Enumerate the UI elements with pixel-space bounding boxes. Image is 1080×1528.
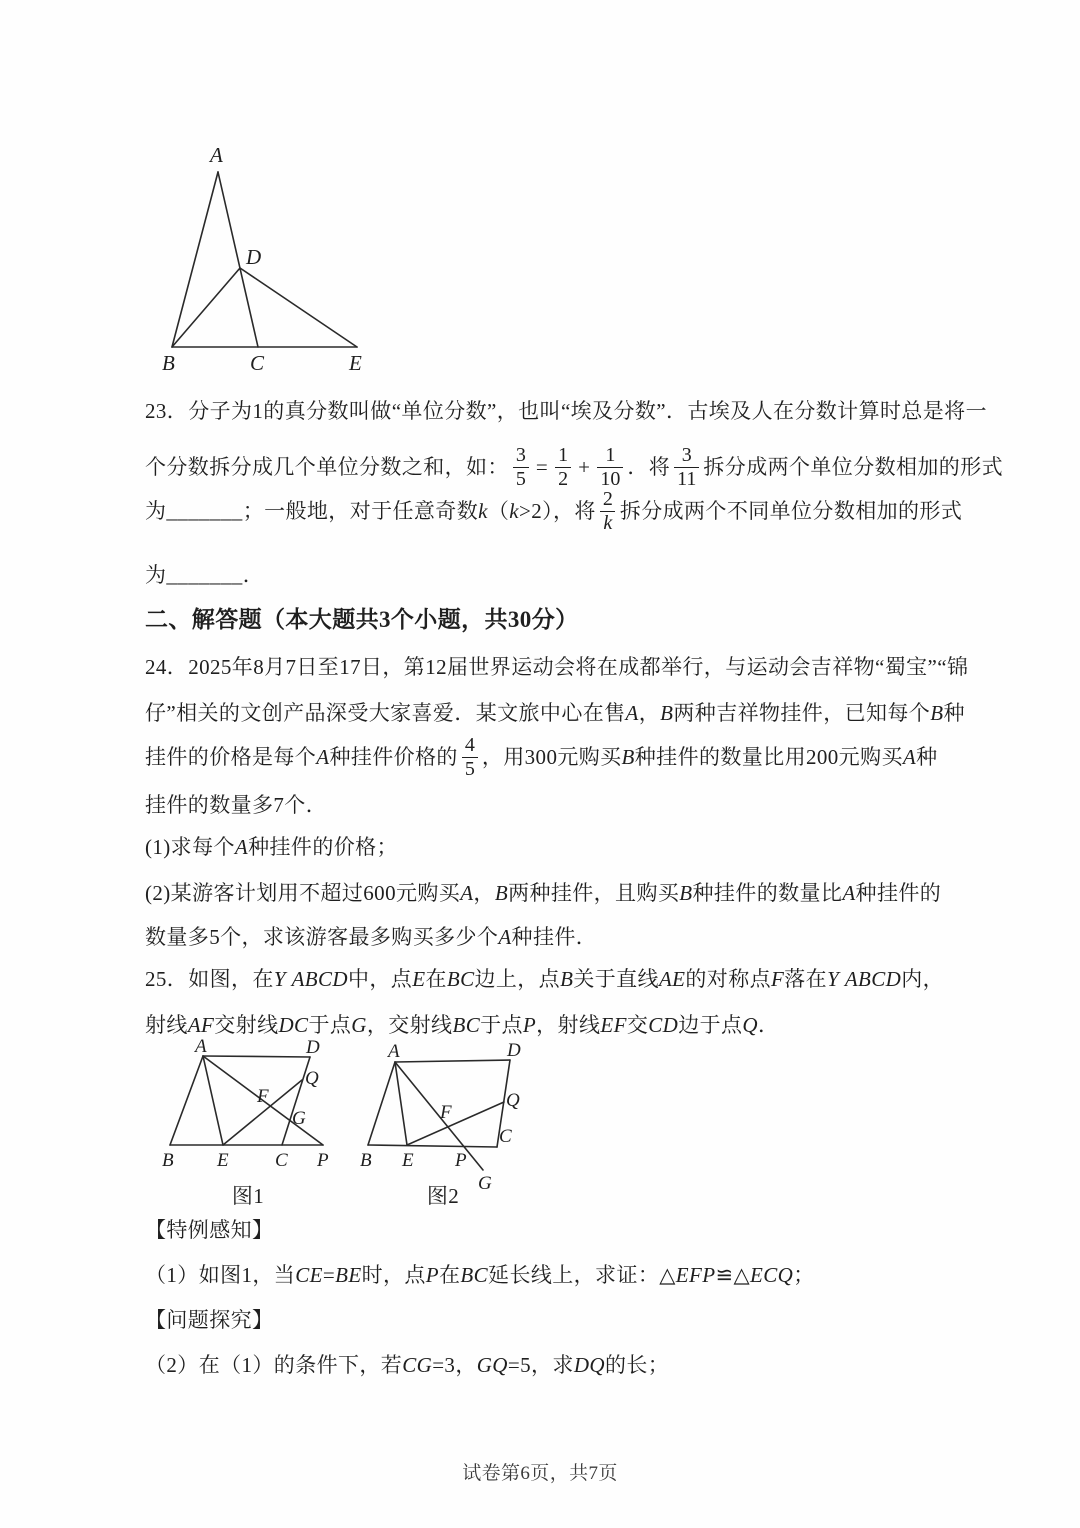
- fig2-label-p: P: [455, 1150, 467, 1171]
- fig2-caption: 图2: [426, 1184, 460, 1208]
- fraction-1-10: $\frac{1}{10}$: [597, 444, 623, 490]
- text-segment: 挂件的价格是每个A种挂件价格的: [145, 745, 458, 769]
- figure-triangle: [155, 138, 395, 383]
- triangle-label-d: D: [246, 245, 262, 269]
- fig2-label-e: E: [402, 1150, 414, 1171]
- text-segment: 个分数拆分成几个单位分数之和，如：: [145, 455, 509, 479]
- q24-line1: 24．2025年8月7日至17日，第12届世界运动会将在成都举行，与运动会吉祥物“蜀宝”“锦: [145, 655, 969, 679]
- q25-line1: 25．如图，在Y ABCD中，点E在BC边上，点B关于直线AE的对称点F落在Y ABCD内，: [145, 967, 945, 991]
- text-segment: ，用300元购买B种挂件的数量比用200元购买A种: [481, 745, 938, 769]
- q23-line1: 23．分子为1的真分数叫做“单位分数”，也叫“埃及分数”．古埃及人在分数计算时总是将一: [145, 399, 987, 423]
- q25-part2: （2）在（1）的条件下，若CG=3，GQ=5，求DQ的长；: [145, 1353, 670, 1377]
- fig1-label-c: C: [275, 1150, 288, 1171]
- q25-explore-header: 【问题探究】: [145, 1308, 274, 1332]
- triangle-label-b: B: [162, 351, 175, 375]
- fig1-label-e: E: [217, 1150, 229, 1171]
- fraction-3-11: $\frac{3}{11}$: [674, 444, 699, 490]
- fraction-4-5: $\frac{4}{5}$: [462, 734, 478, 780]
- fig2-label-a: A: [388, 1041, 400, 1062]
- q24-line3: [145, 728, 945, 786]
- fig1-label-p: P: [317, 1150, 329, 1171]
- triangle-label-c: C: [250, 351, 265, 375]
- fraction-2-k: $\frac{2}{k}$: [600, 488, 616, 534]
- fig1-label-d: D: [306, 1037, 320, 1058]
- fig1-label-a: A: [195, 1036, 207, 1057]
- fig1-label-f: F: [257, 1086, 269, 1107]
- fraction-1-2: $\frac{1}{2}$: [555, 444, 571, 490]
- q25-part1: （1）如图1，当CE=BE时，点P在BC延长线上，求证：△EFP≌△ECQ；: [145, 1263, 815, 1287]
- q25-special-header: 【特例感知】: [145, 1218, 274, 1242]
- fig1-label-g: G: [292, 1108, 306, 1129]
- section-2-header: 二、解答题（本大题共3个小题，共30分）: [145, 607, 579, 632]
- triangle-label-a: A: [210, 143, 223, 167]
- fig1-caption: 图1: [231, 1184, 265, 1208]
- plus-sign: +: [578, 455, 591, 479]
- text-segment: ．将: [627, 455, 671, 479]
- text-segment: 拆分成两个单位分数相加的形式: [703, 455, 1003, 479]
- q24-part2-line2: 数量多5个，求该游客最多购买多少个A种挂件．: [145, 925, 598, 949]
- figure-25-1: [158, 1036, 338, 1180]
- fig2-label-d: D: [507, 1040, 521, 1061]
- fig2-label-c: C: [499, 1126, 512, 1147]
- fig2-label-q: Q: [506, 1090, 520, 1111]
- equals-sign: =: [535, 455, 549, 479]
- fig2-label-b: B: [360, 1150, 372, 1171]
- fig1-label-b: B: [162, 1150, 174, 1171]
- figure-25-2: [358, 1040, 528, 1195]
- q24-part2-line1: (2)某游客计划用不超过600元购买A，B两种挂件，且购买B种挂件的数量比A种挂件的: [145, 881, 942, 905]
- q24-line2: 仔”相关的文创产品深受大家喜爱．某文旅中心在售A，B两种吉祥物挂件，已知每个B种: [145, 701, 965, 725]
- fig1-label-q: Q: [305, 1068, 319, 1089]
- q23-line4: 为_______．: [145, 563, 265, 587]
- fraction-3-5: $\frac{3}{5}$: [513, 444, 529, 490]
- page-footer: 试卷第6页，共7页: [462, 1463, 618, 1484]
- q25-line2: 射线AF交射线DC于点G，交射线BC于点P，射线EF交CD边于点Q．: [145, 1013, 780, 1037]
- fig2-label-g: G: [478, 1173, 492, 1194]
- q24-part1: (1)求每个A种挂件的价格；: [145, 835, 398, 859]
- text-segment: 为_______；一般地，对于任意奇数k（k>2），将: [145, 499, 596, 523]
- text-segment: 拆分成两个不同单位分数相加的形式: [619, 499, 963, 523]
- q24-line4: 挂件的数量多7个．: [145, 793, 328, 817]
- fig2-label-f: F: [440, 1102, 452, 1123]
- triangle-label-e: E: [349, 351, 362, 375]
- q23-line3: [145, 482, 963, 540]
